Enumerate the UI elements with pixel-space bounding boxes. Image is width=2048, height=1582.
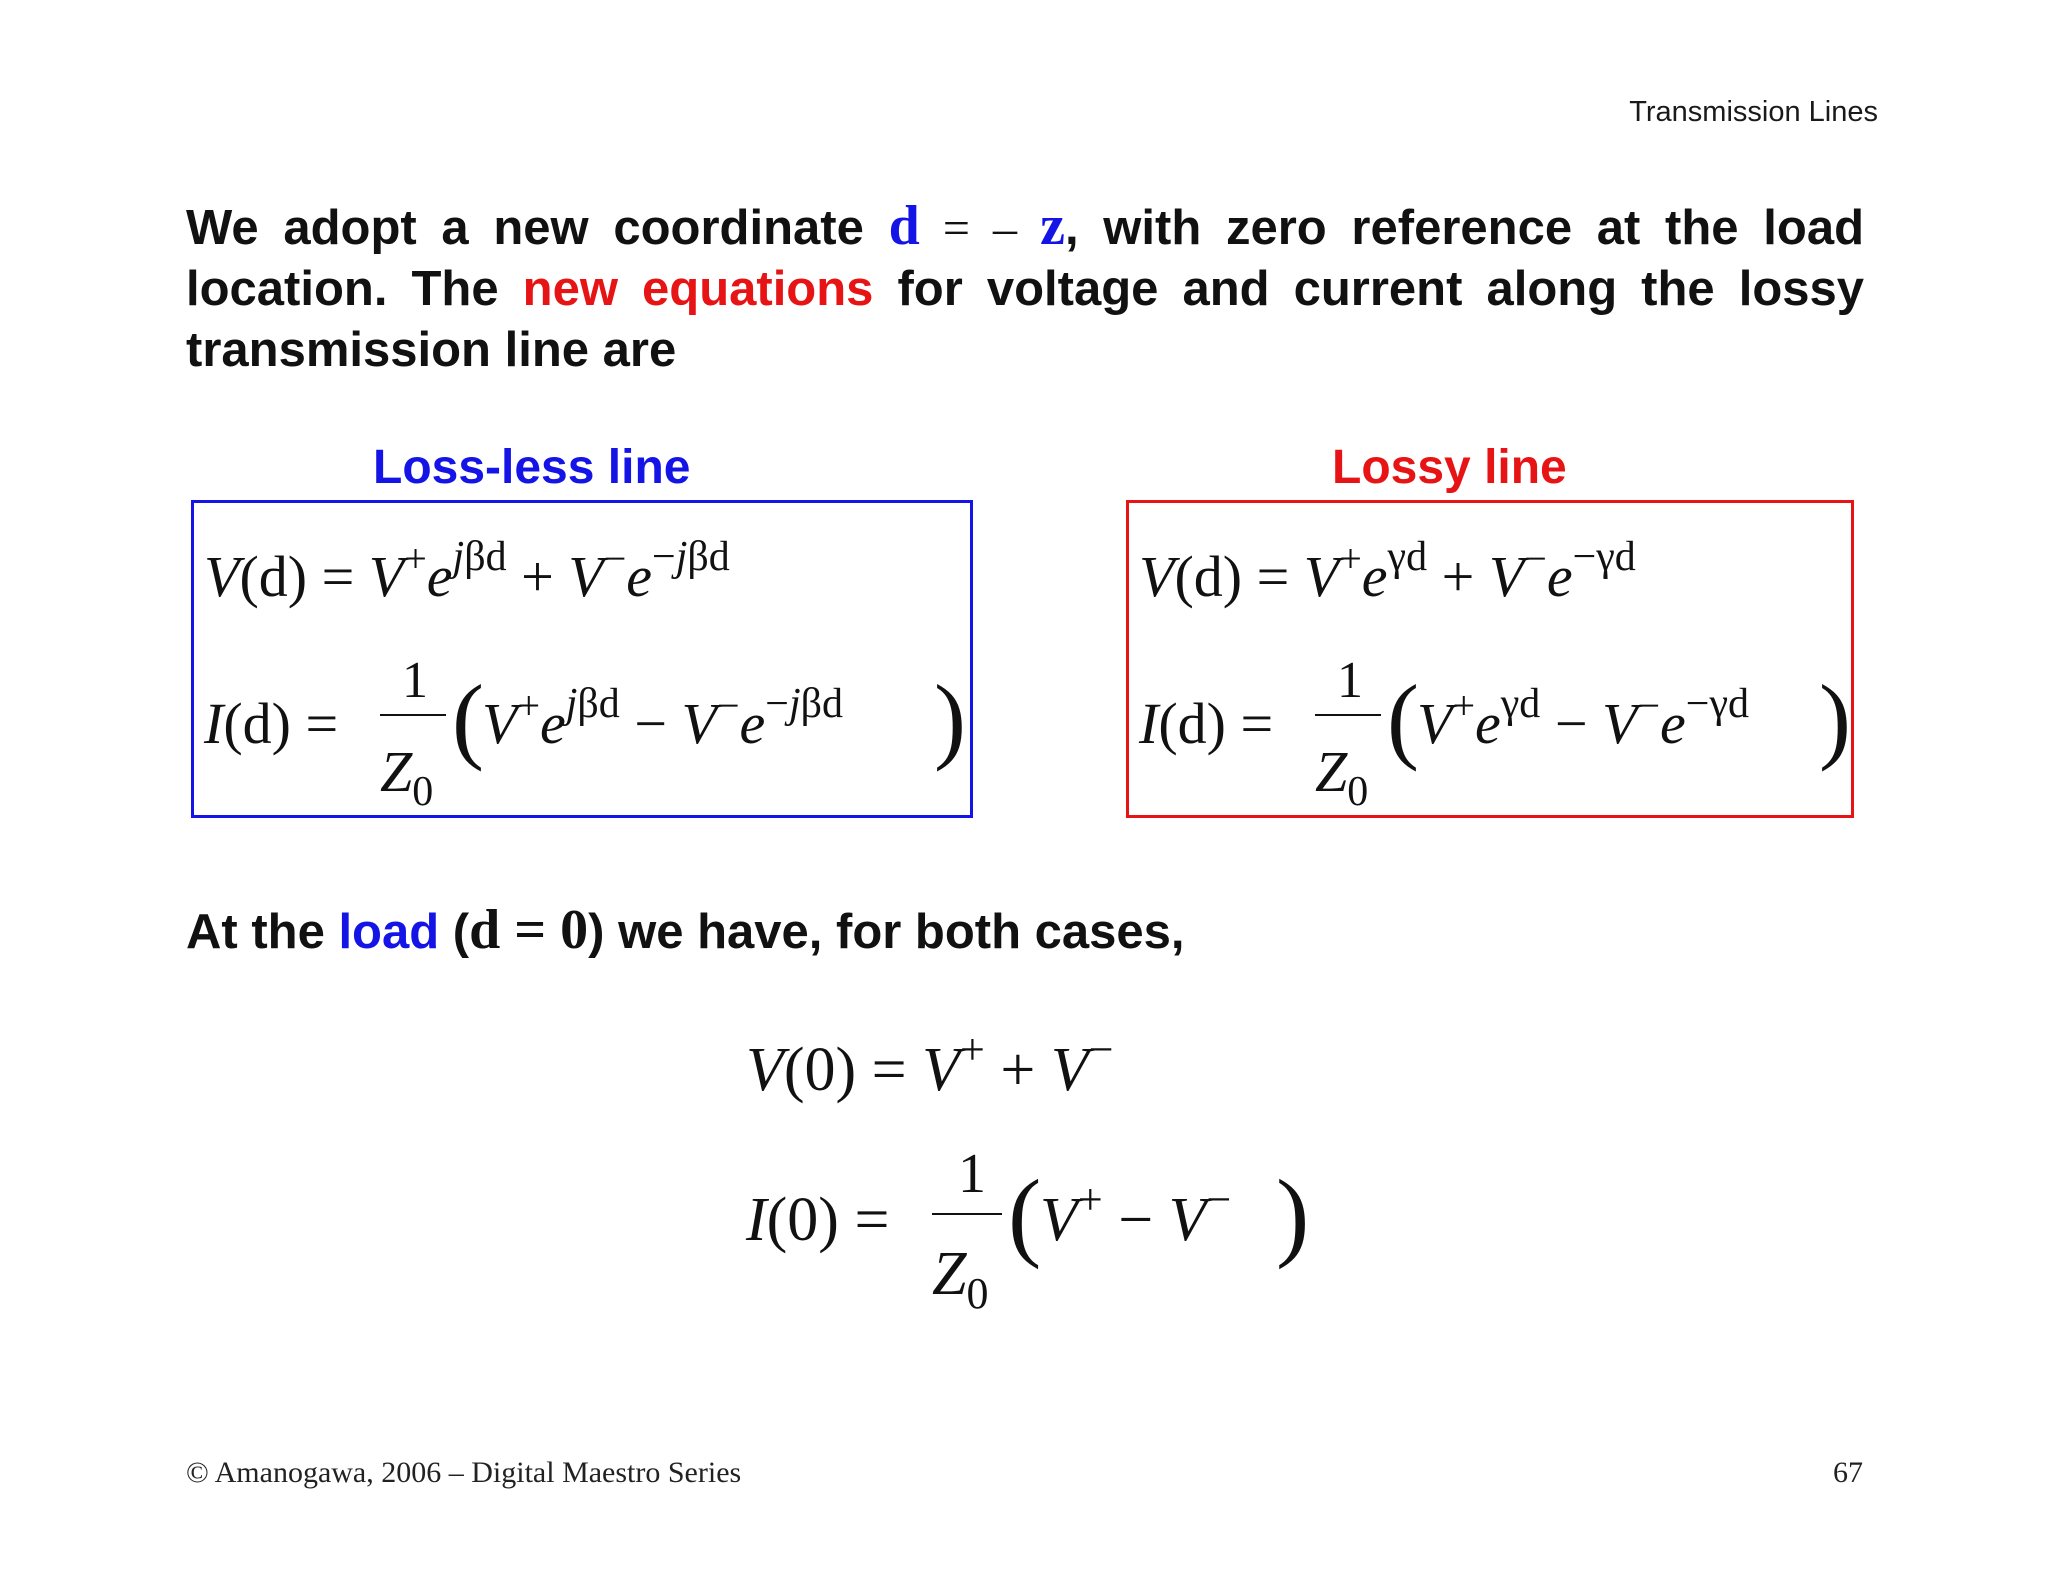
lossy-equation-box — [1126, 500, 1854, 818]
svg-text:Z0: $Z_0$ — [380, 739, 434, 815]
svg-text:V(0) = V+ + V−: V(0) = V+ + V− — [746, 1025, 1114, 1104]
lossless-equation-box — [191, 500, 973, 818]
intro-highlight-new-equations: new equations — [522, 262, 874, 316]
copyright-footer: © Amanogawa, 2006 – Digital Maestro Series — [186, 1456, 742, 1489]
intro-math-d: d — [888, 195, 920, 257]
svg-text:1: 1 — [1337, 652, 1363, 709]
svg-text:V(d) = V+ejβd + V−e−jβd: $V(d) = V^+e^{j\beta d} + V^-e^{-j\beta d}$ — [204, 534, 730, 609]
intro-text-3: for voltage and current along the lossy transmission line are — [186, 262, 1865, 377]
lossy-title: Lossy line — [1332, 441, 1567, 494]
intro-math-z: z — [1040, 195, 1065, 257]
svg-text:V(d) = V+eγd + V−e−γd: $V(d) = V^+e^{\gamma d} + V^-e^{-\gamma d}$ — [1139, 534, 1636, 609]
svg-text:(: ( — [1008, 1159, 1042, 1270]
svg-text:I(d) =: I(d) = — [204, 691, 339, 756]
load-statement — [186, 898, 1185, 962]
svg-text:V+ejβd − V−e−jβd: $V^+e^{j\beta d} - V^-e^{-j\beta d}$ — [482, 681, 843, 756]
intro-math-eq: = – — [919, 202, 1041, 255]
load-equations — [730, 1020, 1350, 1340]
svg-text:): ) — [1276, 1159, 1310, 1270]
intro-text-1: We adopt a new coordinate — [186, 201, 889, 255]
lossless-equations — [194, 503, 976, 821]
section-title: Transmission Lines — [1629, 96, 1878, 128]
svg-text:Z0: $Z_0$ — [932, 1240, 989, 1318]
lossy-equations — [1129, 503, 1857, 821]
intro-text-2: , with zero reference at the load location. The — [186, 201, 1864, 316]
load-text-1: At the — [186, 905, 339, 959]
svg-text:(: ( — [452, 665, 484, 772]
load-text-3: ) we have, for both cases, — [588, 905, 1185, 959]
page-number: 67 — [1833, 1456, 1863, 1489]
lossless-title: Loss-less line — [373, 441, 691, 494]
svg-text:I(d) =: I(d) = — [1139, 691, 1274, 756]
load-math-d0: d = 0 — [469, 899, 589, 961]
svg-text:V+ − V−: V+ − V− — [1040, 1175, 1232, 1254]
intro-paragraph — [186, 196, 1864, 381]
load-text-2: ( — [439, 905, 470, 959]
svg-text:I(0) =: I(0) = — [746, 1186, 890, 1254]
svg-text:(: ( — [1387, 665, 1419, 772]
svg-text:): ) — [934, 665, 966, 772]
svg-text:Z0: $Z_0$ — [1315, 739, 1369, 815]
svg-text:V+eγd − V−e−γd: $V^+e^{\gamma d} - V^-e^{-\gamma d}$ — [1417, 681, 1750, 756]
svg-text:1: 1 — [402, 652, 428, 709]
svg-text:1: 1 — [958, 1143, 986, 1205]
load-highlight: load — [338, 905, 440, 959]
svg-text:): ) — [1819, 665, 1851, 772]
